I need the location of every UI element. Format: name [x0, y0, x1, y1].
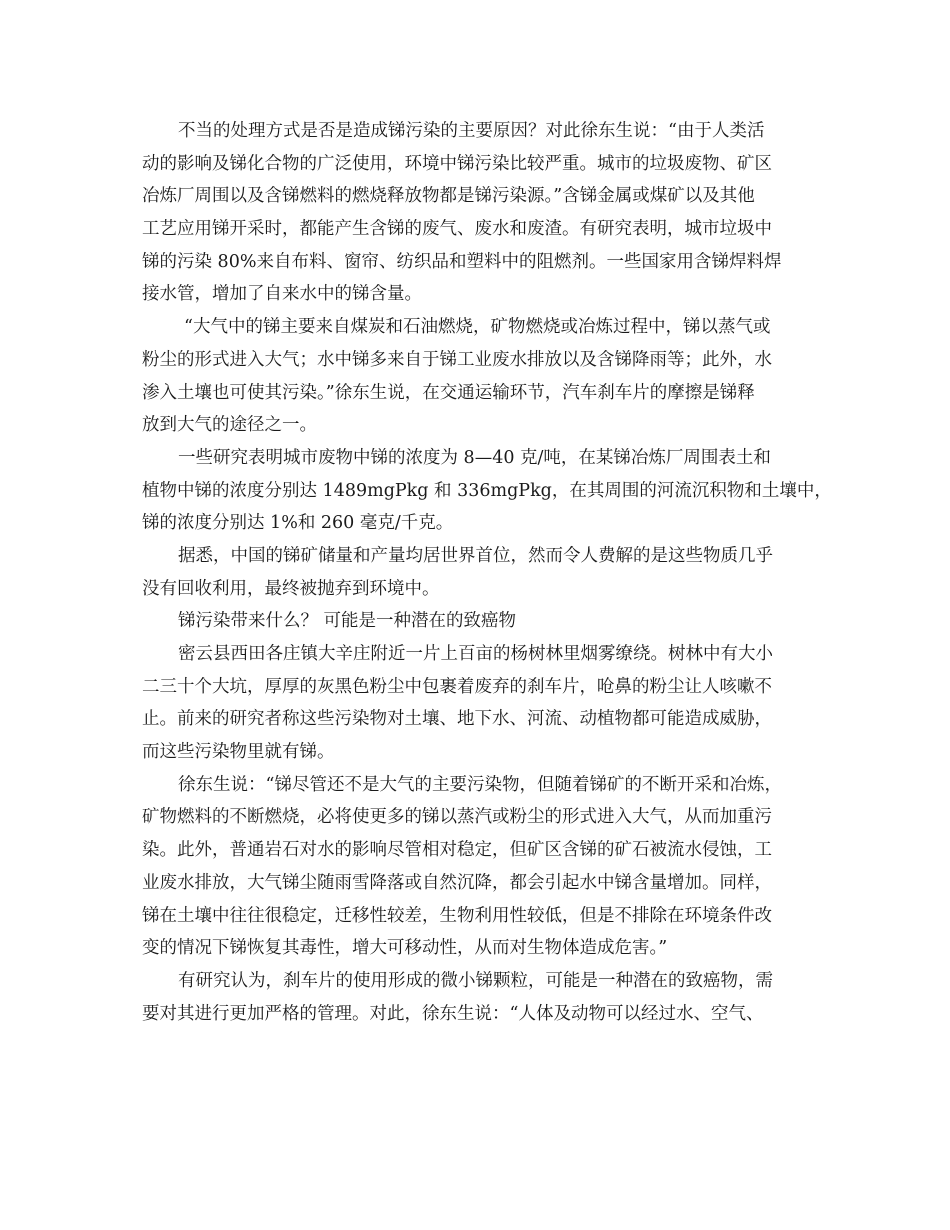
text-line: 冶炼厂周围以及含锑燃料的燃烧释放物都是锑污染源。”含锑金属或煤矿以及其他 — [142, 186, 755, 207]
text-line: 没有回收利用，最终被抛弃到环境中。 — [142, 578, 440, 599]
text-line: 锑在土壤中往往很稳定，迁移性较差，生物利用性较低，但是不排除在环境条件改 — [142, 905, 772, 926]
text-line: 密云县西田各庄镇大辛庄附近一片上百亩的杨树林里烟雾缭绕。树林中有大小 — [178, 644, 773, 664]
text-line: 锑的污染 80%来自布料、窗帘、纺织品和塑料中的阻燃剂。一些国家用含锑焊料焊 — [142, 251, 782, 272]
text-line: 据悉，中国的锑矿储量和产量均居世界首位，然而令人费解的是这些物质几乎 — [178, 545, 773, 566]
text-line: 锑污染带来什么？ 可能是一种潜在的致癌物 — [178, 611, 517, 632]
text-line: 而这些污染物里就有锑。 — [142, 742, 335, 763]
paragraph-3 — [142, 442, 832, 540]
text-line: 植物中锑的浓度分别达 1489mgPkg 和 336mgPkg，在其周围的河流沉积物和土壤中， — [142, 480, 832, 501]
text-line: “大气中的锑主要来自煤炭和石油燃烧，矿物燃烧或冶炼过程中，锑以蒸气或 — [184, 317, 771, 338]
text-line: 不当的处理方式是否是造成锑污染的主要原因？对此徐东生说：“由于人类活 — [178, 121, 765, 141]
text-line: 一些研究表明城市废物中锑的浓度为 8—40 克/吨，在某锑冶炼厂周围表土和 — [178, 447, 771, 468]
text-line: 有研究认为，刹车片的使用形成的微小锑颗粒，可能是一种潜在的致癌物，需 — [178, 970, 773, 991]
paragraph-1 — [142, 115, 820, 311]
text-line: 锑的浓度分别达 1%和 260 毫克/千克。 — [142, 513, 454, 534]
paragraph-7 — [142, 965, 820, 1030]
text-line: 染。此外，普通岩石对水的影响尽管相对稳定，但矿区含锑的矿石被流水侵蚀，工 — [142, 840, 772, 861]
text-line: 渗入土壤也可使其污染。”徐东生说，在交通运输环节，汽车刹车片的摩擦是锑释 — [142, 382, 755, 403]
text-line: 矿物燃料的不断燃烧，必将使更多的锑以蒸汽或粉尘的形式进入大气，从而加重污 — [142, 807, 772, 828]
paragraph-2 — [142, 311, 820, 442]
paragraph-6 — [142, 769, 820, 965]
text-line: 接水管，增加了自来水中的锑含量。 — [142, 284, 422, 305]
paragraph-4 — [142, 540, 820, 605]
text-line: 止。前来的研究者称这些污染物对土壤、地下水、河流、动植物都可能造成威胁， — [142, 709, 772, 730]
section-heading — [142, 605, 820, 638]
text-line: 二三十个大坑，厚厚的灰黑色粉尘中包裹着废弃的刹车片，呛鼻的粉尘让人咳嗽不 — [142, 676, 772, 697]
paragraph-5 — [142, 638, 820, 769]
text-line: 徐东生说：“锑尽管还不是大气的主要污染物，但随着锑矿的不断开采和冶炼， — [178, 774, 782, 795]
text-line: 变的情况下锑恢复其毒性，增大可移动性，从而对生物体造成危害。” — [142, 938, 668, 959]
text-line: 工艺应用锑开采时，都能产生含锑的废气、废水和废渣。有研究表明，城市垃圾中 — [142, 219, 772, 240]
text-line: 动的影响及锑化合物的广泛使用，环境中锑污染比较严重。城市的垃圾废物、矿区 — [142, 153, 772, 174]
text-line: 粉尘的形式进入大气；水中锑多来自于锑工业废水排放以及含锑降雨等；此外，水 — [142, 349, 772, 370]
text-line: 放到大气的途径之一。 — [142, 415, 317, 436]
document-page — [142, 115, 832, 1030]
text-line: 要对其进行更加严格的管理。对此，徐东生说：“人体及动物可以经过水、空气、 — [142, 1003, 764, 1024]
text-line: 业废水排放，大气锑尘随雨雪降落或自然沉降，都会引起水中锑含量增加。同样， — [142, 872, 772, 893]
